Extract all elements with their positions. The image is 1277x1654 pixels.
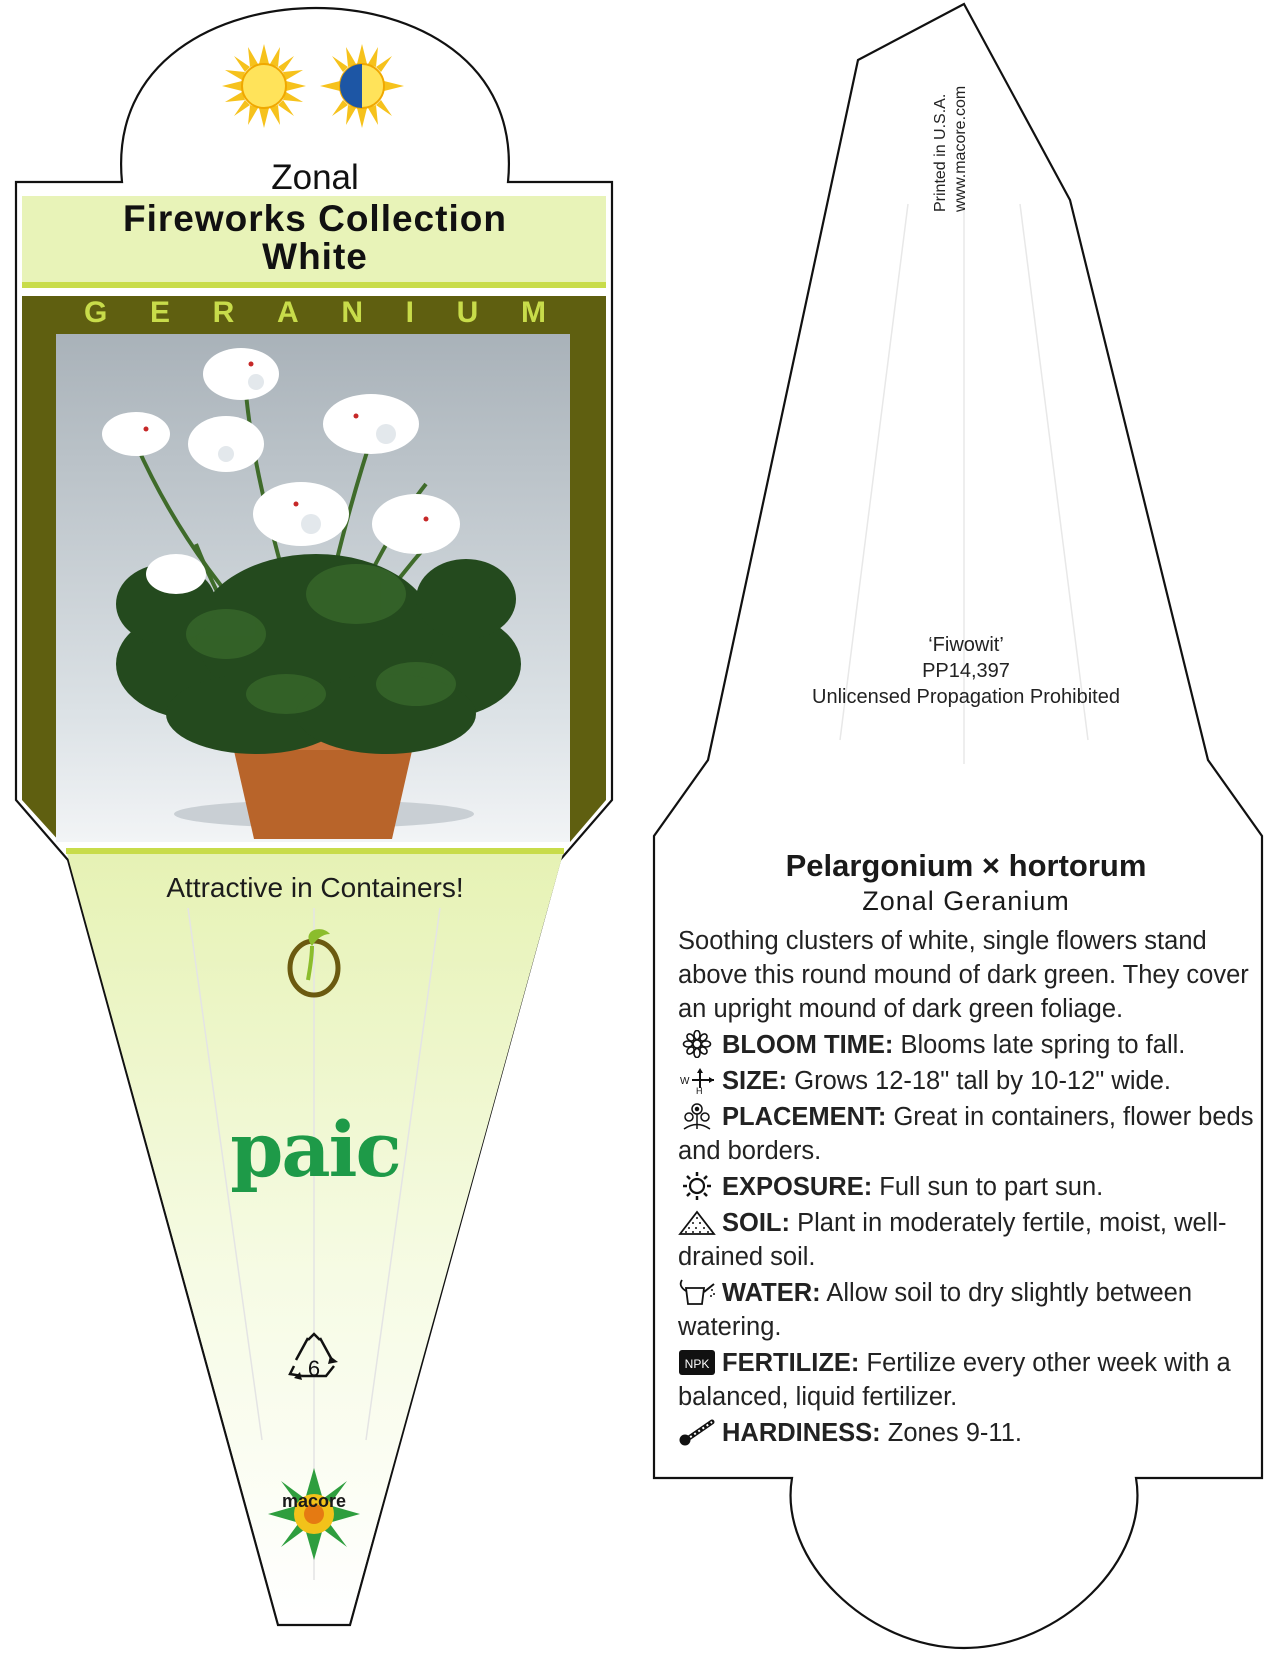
recycle-code: 6 [307, 1356, 321, 1381]
width-letter: W [680, 1076, 690, 1087]
color-name: White [262, 236, 368, 277]
care-placement: PLACEMENT: Great in containers, flower beds and borders. [678, 1103, 1254, 1165]
plant-type: Zonal [271, 158, 359, 197]
macore-star-icon [266, 1466, 362, 1562]
care-fertilize: NPK FERTILIZE: Fertilize every other week with a balanced, liquid fertilizer. [678, 1349, 1231, 1411]
care-exposure: EXPOSURE: Full sun to part sun. [678, 1170, 1258, 1204]
genus-letter: I [405, 296, 414, 329]
thermometer-icon [678, 1418, 716, 1446]
plant-photo [56, 334, 570, 842]
propagation-notice: Unlicensed Propagation Prohibited [812, 686, 1120, 708]
care-bloom: BLOOM TIME: Blooms late spring to fall. [678, 1028, 1258, 1062]
flower-bed-icon [678, 1102, 716, 1130]
cultivar-name: ‘Fiwowit’ [928, 634, 1004, 656]
website: www.macore.com [952, 85, 969, 212]
brand-logo: paic [230, 1105, 400, 1194]
fertilizer-bag-icon [678, 1348, 716, 1376]
soil-pile-icon [678, 1208, 716, 1236]
series-name: Fireworks Collection [123, 198, 507, 239]
care-water: WATER: Allow soil to dry slightly between watering. [678, 1279, 1193, 1341]
printed-in: Printed in U.S.A. [932, 93, 949, 212]
printed-note [932, 52, 972, 212]
tagline: Attractive in Containers! [166, 872, 464, 903]
botanical-name: Pelargonium × hortorum [785, 848, 1147, 883]
name-band-rule [22, 282, 606, 288]
npk-label: NPK [684, 1357, 710, 1371]
care-soil: SOIL: Plant in moderately fertile, moist, well-drained soil. [678, 1209, 1227, 1271]
genus-letter: R [212, 296, 235, 329]
care-size: W H SIZE: Grows 12-18" tall by 10-12" wide. [680, 1067, 1171, 1095]
flower-icon [678, 1030, 716, 1058]
height-letter: H [696, 1086, 703, 1094]
size-icon [678, 1066, 716, 1094]
watering-can-icon [678, 1278, 716, 1306]
description-text: Soothing clusters of white, single flowers stand above this round mound of dark green. They cover an upright mound of dark green foliage. [678, 927, 1249, 1023]
lower-tag-rule [66, 848, 564, 854]
full-sun-icon [222, 44, 306, 128]
common-name: Zonal Geranium [862, 886, 1070, 916]
genus-letter: U [456, 296, 479, 329]
seedling-icon [282, 924, 346, 1000]
genus-letter: E [150, 296, 171, 329]
genus-letter: N [341, 296, 363, 329]
sun-outline-icon [678, 1172, 716, 1200]
genus-letter: A [277, 296, 299, 329]
genus-letter: G [84, 296, 108, 329]
part-sun-icon [320, 44, 404, 128]
macore-logo-text: macore [281, 1491, 347, 1511]
genus-banner [22, 296, 608, 332]
care-description [678, 924, 1258, 1452]
care-hardiness: HARDINESS: Zones 9-11. [678, 1416, 1258, 1450]
patent-number: PP14,397 [922, 660, 1010, 682]
genus-letter: M [520, 296, 546, 329]
